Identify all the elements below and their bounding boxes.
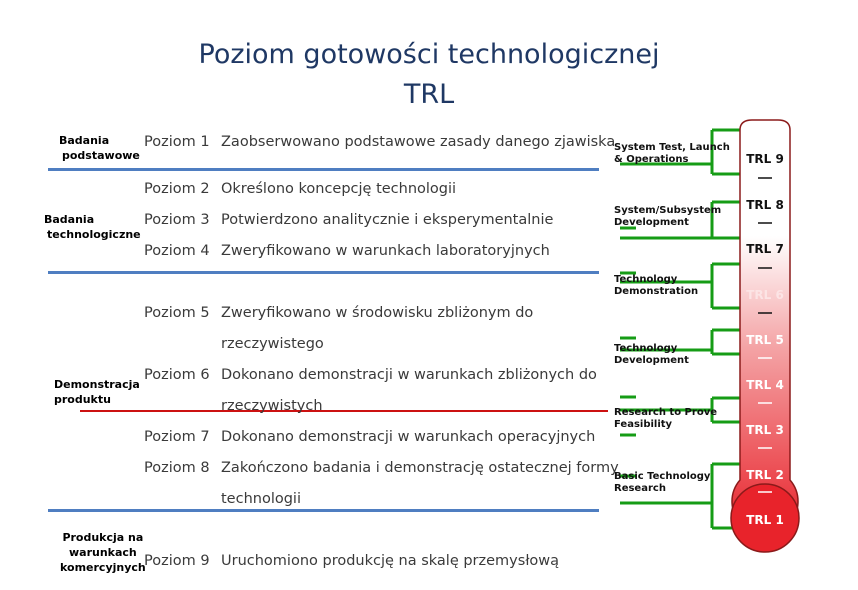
category-line: podstawowe: [62, 149, 140, 162]
level-description: Zweryfikowano w warunkach laboratoryjnych: [221, 243, 550, 259]
category-line: technologiczne: [47, 228, 141, 241]
trl-5-label: TRL 5: [746, 333, 784, 347]
stage-label: Research: [614, 483, 666, 494]
stage-connectors: [620, 130, 740, 528]
category-product-demo: [54, 377, 140, 407]
trl-6-label: TRL 6: [746, 288, 784, 302]
category-line: Demonstracja: [54, 378, 140, 391]
stage-label: & Operations: [614, 154, 689, 165]
page-subtitle: TRL: [403, 79, 455, 110]
category-line: warunkach: [68, 546, 137, 559]
category-basic-research: [59, 133, 140, 163]
level-description: Zweryfikowano w środowisku zbliżonym do: [221, 305, 534, 321]
stage-label: System Test, Launch: [614, 142, 730, 153]
level-description: Dokonano demonstracji w warunkach operacyjnych: [221, 429, 596, 445]
stage-label: Development: [614, 355, 689, 366]
level-description: Uruchomiono produkcję na skalę przemysłową: [221, 553, 560, 569]
category-commercial-production: [60, 530, 146, 575]
level-label: Poziom 7: [144, 429, 210, 445]
trl-3-label: TRL 3: [746, 423, 784, 437]
stage-label: Demonstration: [614, 286, 699, 297]
level-label: Poziom 4: [144, 243, 210, 259]
trl-thermometer: [600, 118, 810, 560]
trl-8-label: TRL 8: [746, 198, 784, 212]
category-line: produktu: [54, 393, 111, 406]
level-description: rzeczywistych: [221, 398, 323, 414]
level-label: Poziom 5: [144, 305, 210, 321]
level-description: Dokonano demonstracji w warunkach zbliżonych do: [221, 367, 597, 383]
level-label: Poziom 3: [144, 212, 210, 228]
stage-label: Technology: [614, 274, 678, 285]
trl-4-label: TRL 4: [746, 378, 784, 392]
highlight-red-line: [80, 410, 608, 412]
category-line: Badania: [44, 213, 95, 226]
level-description: Określono koncepcję technologii: [221, 181, 457, 197]
category-line: Produkcja na: [62, 531, 144, 544]
category-tech-research: [44, 212, 141, 242]
level-description: Zaobserwowano podstawowe zasady danego zjawiska: [221, 134, 616, 150]
trl-2-label: TRL 2: [746, 468, 784, 482]
level-description: rzeczywistego: [221, 336, 324, 352]
level-label: Poziom 6: [144, 367, 210, 383]
level-description: technologii: [221, 491, 301, 507]
trl-9-label: TRL 9: [746, 152, 784, 166]
category-line: komercyjnych: [60, 561, 146, 574]
stage-label: Development: [614, 217, 689, 228]
trl-1-label: TRL 1: [746, 513, 784, 527]
page-title: Poziom gotowości technologicznej: [198, 39, 660, 70]
level-label: Poziom 9: [144, 553, 210, 569]
stage-label: Technology: [614, 343, 678, 354]
stage-label: Research to Prove: [614, 407, 717, 418]
category-line: Badania: [59, 134, 110, 147]
level-label: Poziom 1: [144, 134, 210, 150]
level-label: Poziom 8: [144, 460, 210, 476]
level-description: Zakończono badania i demonstrację ostatecznej formy: [221, 460, 619, 476]
stage-label: System/Subsystem: [614, 205, 722, 216]
section-separator: [48, 168, 599, 171]
stage-label: Feasibility: [614, 419, 673, 430]
level-label: Poziom 2: [144, 181, 210, 197]
section-separator: [48, 509, 599, 512]
trl-7-label: TRL 7: [746, 242, 784, 256]
section-separator: [48, 271, 599, 274]
level-description: Potwierdzono analitycznie i eksperymentalnie: [221, 212, 554, 228]
stage-label: Basic Technology: [614, 471, 711, 482]
